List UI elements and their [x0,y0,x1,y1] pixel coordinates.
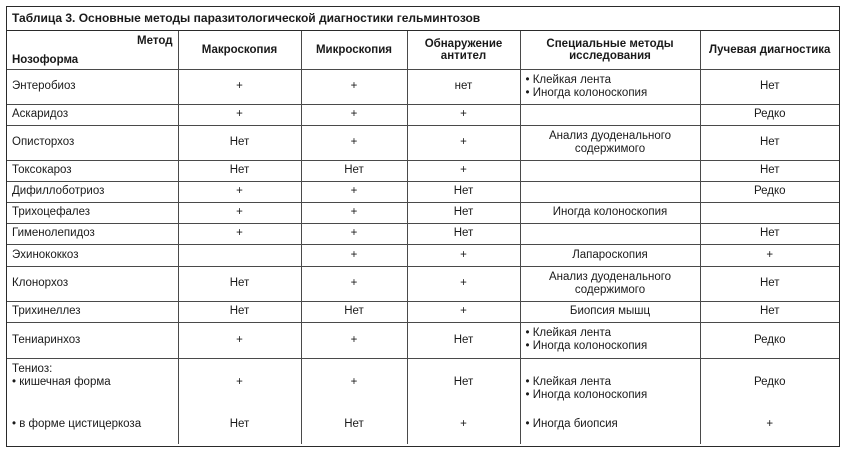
header-row [7,31,839,69]
cell-antibody: + [407,125,520,160]
row-name: Клонорхоз [7,266,178,301]
special-line: Анализ дуоденального [548,270,672,283]
header-special [520,31,700,69]
cell-antibody: Нет [407,223,520,244]
cell-antibody: + [407,301,520,322]
table-row [7,202,839,223]
cell-antibody: + [407,160,520,181]
cell-micro: + [301,125,407,160]
cell-macro [178,358,301,444]
cell-special [520,104,700,125]
table-caption: Таблица 3. Основные методы паразитологической диагностики гельминтозов [7,7,839,31]
special-line: содержимого [574,283,646,296]
table-row [7,244,839,266]
table-row [7,322,839,358]
cell-macro: + [178,69,301,104]
teniasis-cysticercosis-name: • в форме цистицеркоза [12,418,173,431]
table-row [7,69,839,104]
cell-radiology: Редко [700,322,839,358]
row-name: Токсокароз [7,160,178,181]
cell-special: Биопсия мышц [520,301,700,322]
header-micro: Микроскопия [301,31,407,69]
cell-radiology: Нет [700,223,839,244]
cell-antibody: + [407,104,520,125]
cell-micro: + [301,69,407,104]
special-item: • Иногда колоноскопия [526,87,695,100]
cell-macro: + [178,181,301,202]
teniasis-title: Тениоз: [12,362,53,375]
cell-radiology: + [700,244,839,266]
cell-macro: + [178,322,301,358]
row-name: Описторхоз [7,125,178,160]
cysticercosis-antibody: + [460,417,467,430]
cell-micro: Нет [301,160,407,181]
cell-macro [178,244,301,266]
cell-special [520,223,700,244]
teniasis-intestinal-name: • кишечная форма [12,376,173,389]
cell-macro: Нет [178,160,301,181]
cell-antibody: Нет [407,181,520,202]
cell-micro: + [301,223,407,244]
row-name: Энтеробиоз [7,69,178,104]
table-row [7,266,839,301]
cell-special [520,358,700,444]
cell-radiology: Редко [700,181,839,202]
cell-special [520,322,700,358]
cell-macro: + [178,202,301,223]
header-special-line2: исследования [569,49,651,62]
cell-special [520,181,700,202]
cell-special: Иногда колоноскопия [520,202,700,223]
cell-radiology: Нет [700,160,839,181]
cysticercosis-micro: Нет [344,417,364,430]
intestinal-micro: + [350,375,358,388]
row-name: Эхинококкоз [7,244,178,266]
cell-micro [301,358,407,444]
cell-micro: + [301,266,407,301]
cell-antibody: нет [407,69,520,104]
cell-antibody: + [407,266,520,301]
cell-special [520,125,700,160]
cell-macro: + [178,104,301,125]
table-row [7,223,839,244]
intestinal-antibody: Нет [453,375,474,388]
cell-micro: + [301,104,407,125]
cell-special [520,69,700,104]
cell-micro: + [301,244,407,266]
table-frame [6,6,840,447]
row-name: Трихинеллез [7,301,178,322]
header-antibody-line2: антител [440,49,487,62]
cell-macro: Нет [178,266,301,301]
cysticercosis-radiology: + [766,417,774,430]
cell-special [520,266,700,301]
special-line: Анализ дуоденального [548,129,672,142]
row-name: Дифиллоботриоз [7,181,178,202]
cell-radiology: Редко [700,104,839,125]
table-row [7,181,839,202]
special-item: • Клейкая лента [526,327,695,340]
cell-macro: Нет [178,301,301,322]
cell-special: Лапароскопия [520,244,700,266]
row-name: Гименолепидоз [7,223,178,244]
cell-antibody: Нет [407,202,520,223]
cell-antibody: Нет [407,322,520,358]
diagnostics-table [7,31,839,444]
cell-micro: Нет [301,301,407,322]
intestinal-radiology: Редко [753,375,786,388]
table-row [7,358,839,444]
header-special-line1: Специальные методы [546,37,674,50]
corner-header [7,31,178,69]
table-row [7,301,839,322]
cell-micro: + [301,202,407,223]
cell-antibody: + [407,244,520,266]
header-macro: Макроскопия [178,31,301,69]
cell-radiology [700,358,839,444]
header-antibody [407,31,520,69]
special-item: • Иногда колоноскопия [526,340,695,353]
special-item: • Клейкая лента [526,74,695,87]
table-row [7,160,839,181]
cell-radiology: Нет [700,69,839,104]
corner-method-label: Метод [137,35,173,47]
cell-special [520,160,700,181]
row-name [7,358,178,444]
cell-macro: Нет [178,125,301,160]
cell-radiology: Нет [700,266,839,301]
row-name: Аскаридоз [7,104,178,125]
intestinal-macro: + [236,375,243,388]
corner-nosoform-label: Нозоформа [12,53,79,66]
cysticercosis-special: • Иногда биопсия [526,418,695,431]
row-name: Трихоцефалез [7,202,178,223]
special-line: содержимого [574,142,646,155]
header-radiology: Лучевая диагностика [700,31,839,69]
cell-radiology: Нет [700,301,839,322]
table-row [7,104,839,125]
cell-micro: + [301,322,407,358]
row-name: Тениаринхоз [7,322,178,358]
cell-radiology [700,202,839,223]
table-row [7,125,839,160]
cell-antibody [407,358,520,444]
cell-micro: + [301,181,407,202]
cell-macro: + [178,223,301,244]
cysticercosis-macro: Нет [229,417,250,430]
cell-radiology: Нет [700,125,839,160]
intestinal-special-1: • Клейкая лента [526,376,695,389]
header-antibody-line1: Обнаружение [424,37,503,50]
intestinal-special-2: • Иногда колоноскопия [526,389,695,402]
